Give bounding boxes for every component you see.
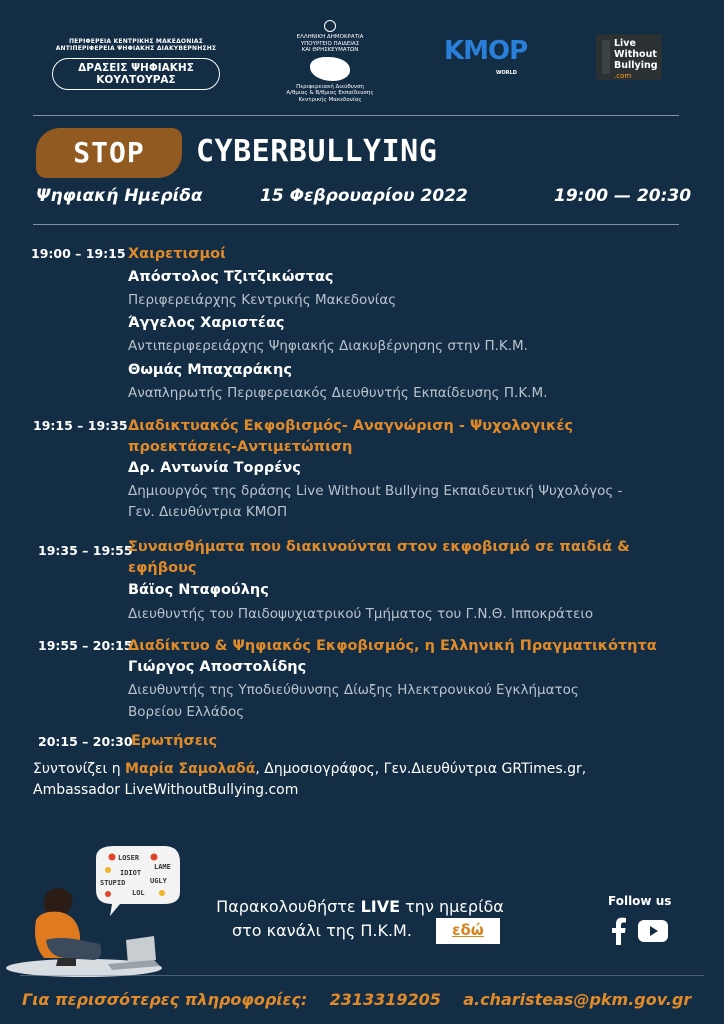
bubble-word-idiot: IDIOT bbox=[120, 869, 142, 877]
emoji-icon bbox=[105, 867, 111, 873]
session3-speaker: Βάϊος Νταφούλης bbox=[128, 582, 269, 598]
angry-emoji-icon bbox=[109, 854, 116, 861]
session2-title-line1: Διαδικτυακός Εκφοβισμός- Αναγνώριση - Ψυχολογικές bbox=[128, 418, 574, 434]
logo1-line2: ΑΝΤΙΠΕΡΙΦΕΡΕΙΑ ΨΗΦΙΑΚΗΣ ΔΙΑΚΥΒΕΡΝΗΣΗΣ bbox=[55, 45, 217, 52]
session4-role-line2: Βορείου Ελλάδος bbox=[128, 704, 245, 720]
moderator-prefix: Συντονίζει η bbox=[33, 761, 126, 777]
live-post: την ημερίδα bbox=[400, 897, 504, 916]
emoji-icon-2 bbox=[105, 891, 111, 897]
moderator-name: Μαρία Σαμολαδά bbox=[125, 761, 256, 777]
ministry-logo bbox=[286, 20, 374, 104]
session1-time: 19:00 – 19:15 bbox=[31, 246, 126, 261]
session5-time: 20:15 – 20:30 bbox=[38, 734, 133, 749]
digital-culture-logo bbox=[52, 38, 220, 94]
laptop-icon bbox=[126, 936, 156, 964]
youtube-icon[interactable] bbox=[638, 920, 668, 942]
emoji-icon-3 bbox=[159, 890, 165, 896]
session1-speaker1: Απόστολος Τζιτζικώστας bbox=[128, 269, 334, 285]
cyberbullying-text: CYBERBULLYING bbox=[196, 134, 438, 169]
event-date: 15 Φεβρουαρίου 2022 bbox=[260, 186, 468, 206]
bubble-word-loser: LOSER bbox=[118, 854, 140, 862]
logo2-line5: Α/θμιας & Β/θμιας Εκπαίδευσης bbox=[286, 90, 374, 96]
session1-role1: Περιφερειάρχης Κεντρικής Μακεδονίας bbox=[128, 292, 397, 308]
session1-role3: Αναπληρωτής Περιφερειακός Διευθυντής Εκπαίδευσης Π.Κ.Μ. bbox=[128, 385, 548, 401]
teen-shoes bbox=[56, 958, 76, 966]
live-pre: Παρακολουθήστε bbox=[216, 897, 361, 916]
lwb-line3: Bullying bbox=[614, 60, 658, 71]
logo1-box bbox=[52, 58, 220, 90]
bubble-word-stupid: STUPID bbox=[100, 879, 126, 887]
session1-role2: Αντιπεριφερειάρχης Ψηφιακής Διακυβέρνησης στην Π.Κ.Μ. bbox=[128, 338, 528, 354]
more-info bbox=[22, 990, 691, 1009]
session1-speaker2: Άγγελος Χαριστέας bbox=[128, 315, 285, 331]
session2-role-line1: Δημιουργός της δράσης Live Without Bullying Εκπαιδευτική Ψυχολόγος - bbox=[128, 483, 623, 499]
logo1-box-line1: ΔΡΑΣΕΙΣ ΨΗΦΙΑΚΗΣ bbox=[78, 62, 194, 74]
map-icon bbox=[310, 57, 350, 81]
divider-bottom bbox=[20, 975, 704, 976]
kmop-text: KMOP bbox=[444, 36, 528, 66]
follow-us-label: Follow us bbox=[608, 894, 672, 908]
stop-text: STOP bbox=[73, 136, 145, 169]
moderator-role: , Δημοσιογράφος, Γεν.Διευθύντρια GRTimes.gr, bbox=[255, 761, 587, 777]
lwb-line1: Live bbox=[614, 38, 636, 49]
session4-title: Διαδίκτυο & Ψηφιακός Εκφοβισμός, η Ελληνική Πραγματικότητα bbox=[128, 638, 657, 654]
logo2-line2: ΥΠΟΥΡΓΕΙΟ ΠΑΙΔΕΙΑΣ bbox=[300, 40, 360, 47]
divider-middle bbox=[33, 224, 679, 225]
session2-role-line2: Γεν. Διευθύντρια ΚΜΟΠ bbox=[128, 504, 288, 520]
logo2-line6: Κεντρικής Μακεδονίας bbox=[298, 96, 362, 103]
session2-title-line2: προεκτάσεις-Αντιμετώπιση bbox=[128, 439, 353, 455]
logo2-line4: Περιφερειακή Διεύθυνση bbox=[296, 83, 364, 90]
lwb-line4: .com bbox=[614, 72, 632, 80]
divider-top bbox=[33, 115, 679, 116]
angry-emoji-icon-2 bbox=[151, 854, 158, 861]
bubble-word-ugly: UGLY bbox=[150, 877, 167, 885]
facebook-icon[interactable] bbox=[611, 917, 627, 945]
moderator-text bbox=[33, 759, 673, 801]
lwb-mark-icon bbox=[602, 40, 610, 74]
bubble-word-lol: LOL bbox=[132, 889, 145, 897]
logo1-box-line2: ΚΟΥΛΤΟΥΡΑΣ bbox=[96, 74, 176, 86]
session1-title: Χαιρετισμοί bbox=[128, 246, 226, 262]
teen-head bbox=[44, 888, 72, 916]
live-word: LIVE bbox=[360, 897, 401, 916]
info-phone[interactable]: 2313319205 bbox=[329, 990, 441, 1009]
session4-role-line1: Διευθυντής της Υποδιεύθυνσης Δίωξης Ηλεκτρονικού Εγκλήματος bbox=[128, 682, 579, 698]
kmop-world: WORLD bbox=[496, 70, 517, 76]
logo2-line1: ΕΛΛΗΝΙΚΗ ΔΗΜΟΚΡΑΤΙΑ bbox=[296, 34, 364, 40]
session4-time: 19:55 – 20:15 bbox=[38, 638, 133, 653]
session2-speaker: Δρ. Αντωνία Τορρένς bbox=[128, 460, 301, 476]
session4-speaker: Γιώργος Αποστολίδης bbox=[128, 659, 307, 675]
bullied-teen-illustration bbox=[4, 840, 194, 980]
kmop-logo bbox=[444, 36, 548, 80]
session3-role: Διευθυντής του Παιδοψυχιατρικού Τμήματος του Γ.Ν.Θ. Ιπποκράτειο bbox=[128, 606, 594, 622]
session5-title: Ερωτήσεις bbox=[131, 733, 218, 749]
watch-here-button[interactable]: εδώ bbox=[436, 918, 500, 944]
live-line2: στο κανάλι της Π.Κ.Μ. bbox=[232, 921, 412, 940]
session1-speaker3: Θωμάς Μπαχαράκης bbox=[128, 362, 292, 378]
seal-icon bbox=[324, 20, 336, 32]
event-type: Ψηφιακή Ημερίδα bbox=[36, 186, 203, 206]
info-label: Για περισσότερες πληροφορίες: bbox=[22, 990, 308, 1009]
event-hours: 19:00 — 20:30 bbox=[554, 186, 692, 206]
logo1-line1: ΠΕΡΙΦΕΡΕΙΑ ΚΕΝΤΡΙΚΗΣ ΜΑΚΕΔΟΝΙΑΣ bbox=[68, 38, 204, 45]
moderator-line2: Ambassador LiveWithoutBullying.com bbox=[33, 782, 299, 798]
bubble-word-lame: LAME bbox=[154, 863, 171, 871]
session3-title-line2: εφήβους bbox=[128, 560, 197, 576]
logo2-line3: ΚΑΙ ΘΡΗΣΚΕΥΜΑΤΩΝ bbox=[301, 47, 359, 53]
lwb-line2: Without bbox=[614, 49, 657, 60]
session3-title-line1: Συναισθήματα που διακινούνται στον εκφοβισμό σε παιδιά & bbox=[128, 539, 630, 555]
session3-time: 19:35 – 19:55 bbox=[38, 543, 133, 558]
session2-time: 19:15 – 19:35 bbox=[33, 418, 128, 433]
live-without-bullying-logo bbox=[596, 34, 662, 80]
info-email[interactable]: a.charisteas@pkm.gov.gr bbox=[463, 990, 692, 1009]
